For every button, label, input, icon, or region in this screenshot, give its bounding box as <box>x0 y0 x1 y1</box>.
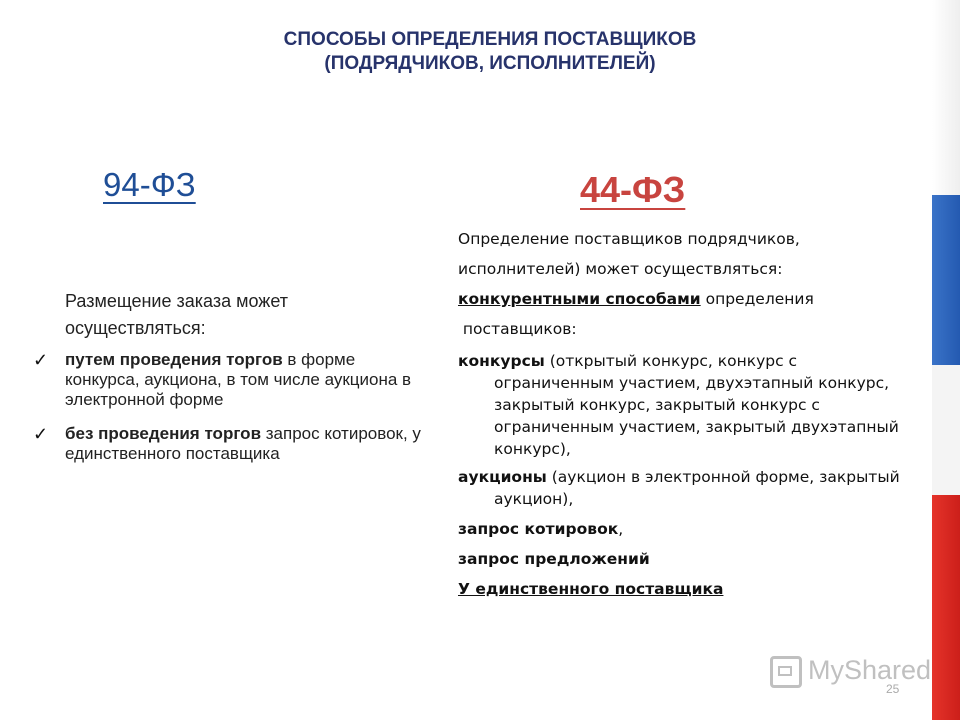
flag-stripe-blue <box>932 195 960 365</box>
contests-text: (открытый конкурс, конкурс с ограниченным участием, двухэтапный конкурс, закрытый конкурс, закрытый конкурс с ограниченным участием, закрытый двухэтапный конкурс), <box>494 352 899 458</box>
left-bullet-item <box>33 350 433 410</box>
flag-stripe-top <box>932 0 960 195</box>
right-item-proposals: запрос предложений <box>458 550 650 568</box>
check-icon: ✓ <box>33 350 49 370</box>
logo-text: MyShared <box>808 655 932 685</box>
competitive-methods-text: конкурентными способами <box>458 290 701 308</box>
bullet-text: в форме конкурса, аукциона, в том числе аукциона в электронной форме <box>65 350 412 409</box>
right-paragraph-1: Определение поставщиков подрядчиков, исполнителей) может осуществляться: <box>458 230 800 278</box>
right-column-body <box>458 224 920 604</box>
right-item-single-supplier: У единственного поставщика <box>458 580 724 598</box>
left-bullet-list <box>33 350 433 478</box>
title-line-2: (ПОДРЯДЧИКОВ, ИСПОЛНИТЕЛЕЙ) <box>324 53 656 74</box>
flag-stripe-red <box>932 495 960 720</box>
right-item-contests <box>458 350 920 460</box>
quotations-rest: , <box>618 520 624 538</box>
left-bullet-item <box>33 424 433 464</box>
left-intro-text: Размещение заказа может осуществляться: <box>65 291 288 338</box>
right-item-quotations <box>458 514 920 544</box>
flag-stripe-white <box>932 365 960 495</box>
right-paragraph-2 <box>458 284 920 314</box>
right-column-heading: 44-ФЗ <box>580 169 686 210</box>
presentation-icon <box>770 656 802 688</box>
right-paragraph-3: поставщиков: <box>458 320 577 338</box>
title-line-1: СПОСОБЫ ОПРЕДЕЛЕНИЯ ПОСТАВЩИКОВ <box>283 29 697 50</box>
right-item-auctions <box>458 466 920 510</box>
auctions-text: (аукцион в электронной форме, закрытый аукцион), <box>494 468 900 508</box>
left-column-heading: 94-ФЗ <box>103 166 196 203</box>
contests-label: конкурсы <box>458 352 545 370</box>
check-icon: ✓ <box>33 424 49 444</box>
bullet-text: запрос котировок, у единственного поставщика <box>65 424 421 463</box>
auctions-label: аукционы <box>458 468 547 486</box>
myshared-logo <box>770 655 931 688</box>
quotations-label: запрос котировок <box>458 520 619 538</box>
bullet-bold-text: без проведения торгов <box>65 424 262 443</box>
bullet-bold-text: путем проведения торгов <box>65 350 283 369</box>
right-paragraph-2-rest: определения <box>700 290 814 308</box>
slide-title <box>0 28 960 76</box>
page-number: 25 <box>886 682 900 696</box>
